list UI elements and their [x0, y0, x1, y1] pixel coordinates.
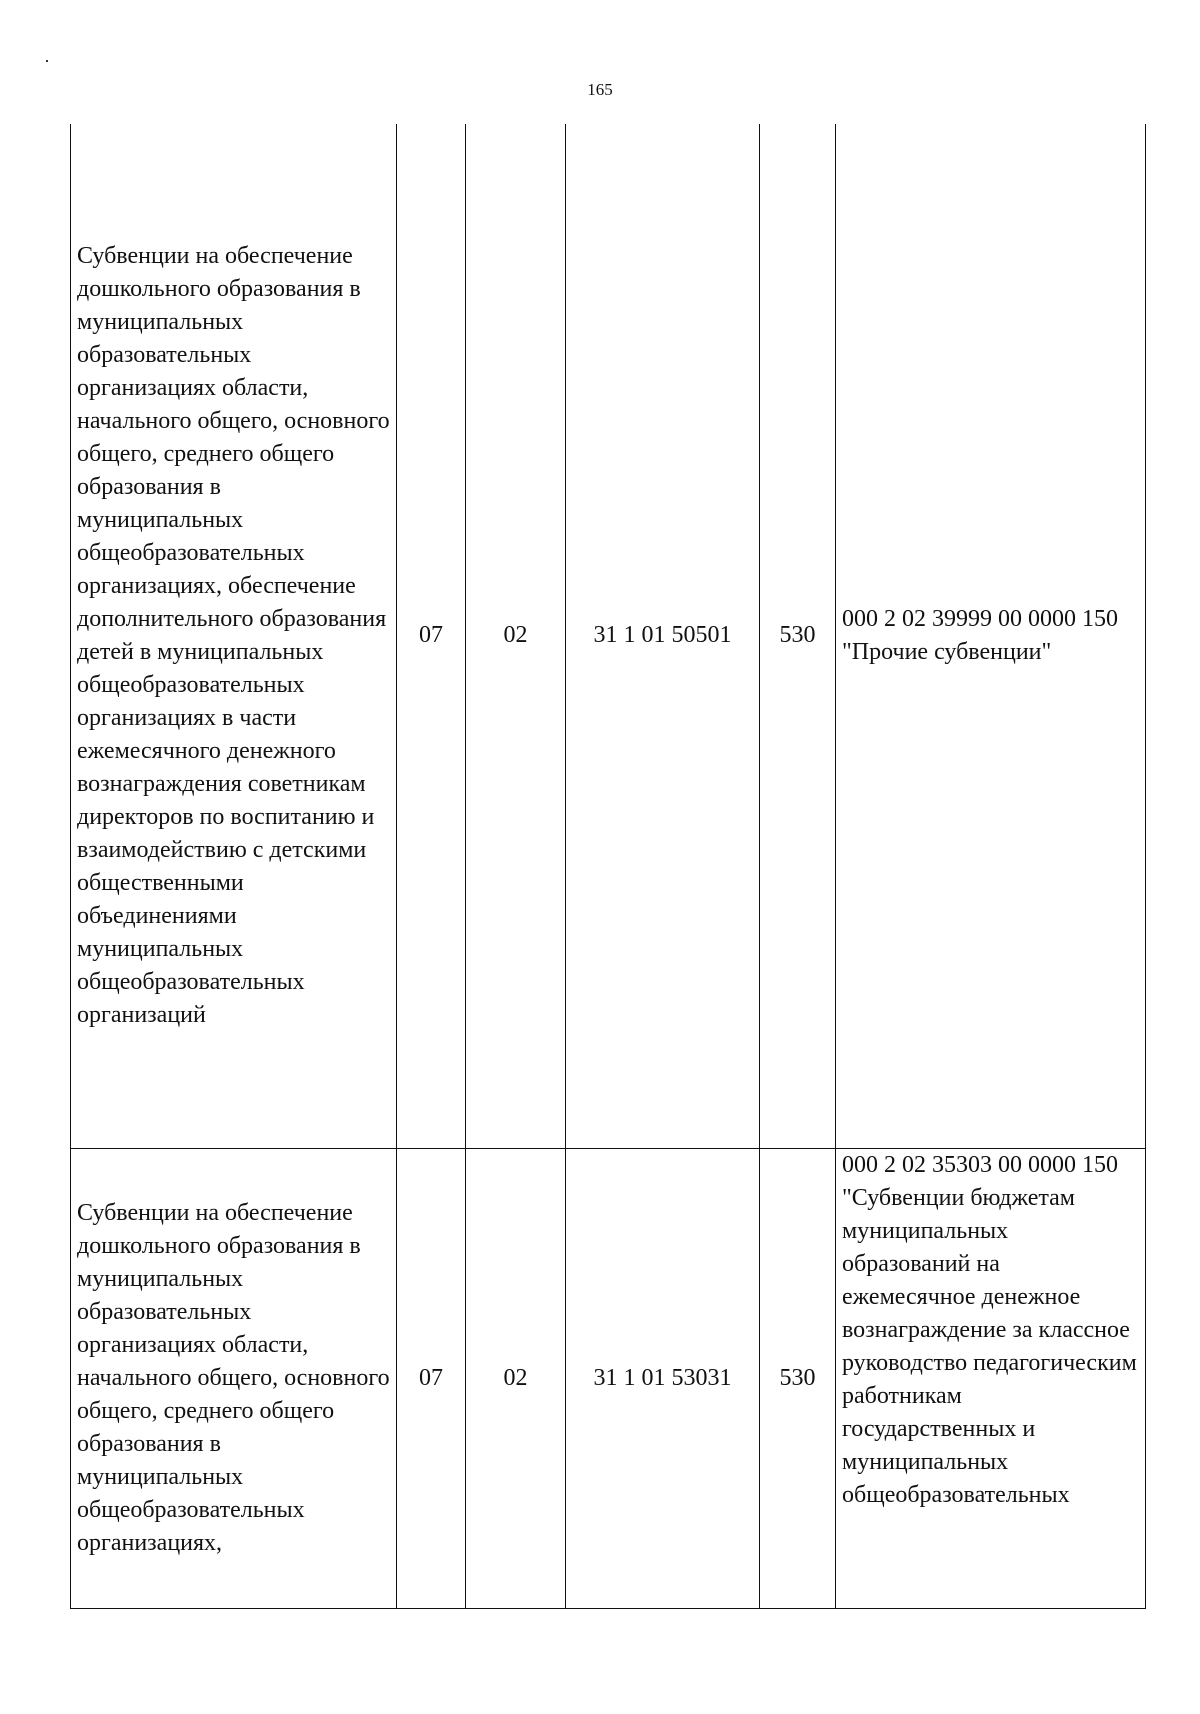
revenue-source-cell [836, 1148, 1146, 1608]
subsection-code: 02 [503, 622, 528, 649]
subsection-cell [466, 1148, 566, 1608]
table-row [71, 124, 1146, 1148]
subsection-cell [466, 124, 566, 1148]
target-article-cell [566, 1148, 760, 1608]
expense-type-code: 530 [779, 622, 816, 649]
description-text: Субвенции на обеспечение дошкольного образования в муниципальных образовательных организациях области, начального общего, основного общего, среднего общего образования в муниципальных общеобразовательных организациях, [77, 1199, 390, 1556]
section-cell [397, 124, 466, 1148]
revenue-source-text: 000 2 02 39999 00 0000 150 "Прочие субвенции" [842, 605, 1118, 665]
scan-speck [46, 60, 48, 62]
section-cell [397, 1148, 466, 1608]
description-text: Субвенции на обеспечение дошкольного образования в муниципальных образовательных организациях области, начального общего, основного общего, среднего общего образования в муниципальных общеобразовательных организациях, обеспечение дополнительного образования детей в муниципальных общеобразовательных организациях в части ежемесячного денежного вознаграждения советникам директоров по воспитанию и взаимодействию с детскими общественными объединениями муниципальных общеобразовательных организаций [77, 242, 390, 1028]
target-article-code: 31 1 01 50501 [593, 622, 732, 649]
description-cell [71, 1148, 397, 1608]
subsection-code: 02 [503, 1364, 528, 1391]
budget-table [70, 124, 1146, 1609]
expense-type-cell [760, 1148, 836, 1608]
revenue-source-text: 000 2 02 35303 00 0000 150 "Субвенции бюджетам муниципальных образований на ежемесячное денежное вознаграждение за классное руководство педагогическим работникам государственных и муниципальных общеобразовательных [842, 1151, 1137, 1508]
section-code: 07 [419, 1364, 443, 1391]
page-number: 165 [587, 80, 613, 99]
target-article-cell [566, 124, 760, 1148]
expense-type-cell [760, 124, 836, 1148]
revenue-source-cell [836, 124, 1146, 1148]
description-cell [71, 124, 397, 1148]
section-code: 07 [419, 622, 443, 649]
table-row [71, 1148, 1146, 1608]
target-article-code: 31 1 01 53031 [593, 1364, 732, 1391]
expense-type-code: 530 [779, 1364, 816, 1391]
